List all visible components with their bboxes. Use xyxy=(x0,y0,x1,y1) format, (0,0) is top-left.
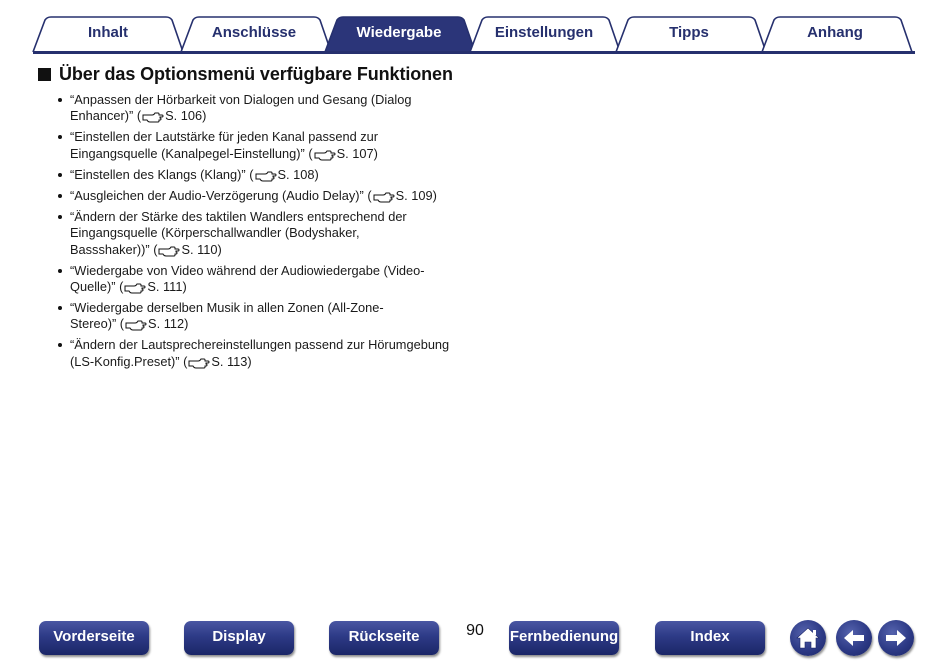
list-item-text: “Einstellen des Klangs (Klang)” ( xyxy=(70,166,254,182)
page-reference-text: S. 108 xyxy=(277,166,315,182)
pointing-hand-icon xyxy=(255,170,277,186)
nav-button-fernbedienung[interactable]: Fernbedienung xyxy=(509,621,619,655)
pointing-hand-icon xyxy=(142,111,164,127)
list-item xyxy=(55,337,475,373)
list-item-text: Eingangsquelle (Körperschallwandler (Bodyshaker, xyxy=(70,225,360,241)
list-item-text: Quelle)” ( xyxy=(70,279,124,295)
list-item-text: “Wiedergabe derselben Musik in allen Zonen (All-Zone- xyxy=(70,300,384,316)
page-reference-text: S. 112 xyxy=(148,316,185,332)
nav-button-vorderseite[interactable]: Vorderseite xyxy=(39,621,149,655)
list-item-text: “Anpassen der Hörbarkeit von Dialogen und Gesang (Dialog xyxy=(70,92,412,107)
arrow-left-icon xyxy=(836,620,872,656)
pointing-hand-icon xyxy=(158,245,180,261)
nav-button-index[interactable]: Index xyxy=(655,621,765,655)
list-item xyxy=(55,92,475,128)
page-reference-link[interactable] xyxy=(123,279,182,294)
closing-paren: ) xyxy=(217,241,222,257)
list-item-text: Enhancer)” ( xyxy=(70,108,142,124)
list-item xyxy=(55,188,475,207)
list-item xyxy=(55,209,475,261)
pointing-hand-icon xyxy=(124,282,146,298)
tab-anhang[interactable]: Anhang xyxy=(807,24,863,41)
list-item-text: Eingangsquelle (Kanalpegel-Einstellung)” ( xyxy=(70,145,313,161)
list-item-text: “Einstellen der Lautstärke für jeden Kanal passend zur xyxy=(70,129,379,145)
page-number: 90 xyxy=(466,622,484,639)
closing-paren: ) xyxy=(182,279,187,295)
page-reference-text: S. 110 xyxy=(181,241,218,257)
tab-tipps[interactable]: Tipps xyxy=(669,24,709,41)
closing-paren: ) xyxy=(432,187,437,203)
list-item-text: “Wiedergabe von Video während der Audiowiedergabe (Video- xyxy=(70,262,425,278)
closing-paren: ) xyxy=(314,166,319,182)
closing-paren: ) xyxy=(247,353,252,369)
page-reference-text: S. 113 xyxy=(211,353,248,369)
page-reference-text: S. 109 xyxy=(395,187,433,203)
closing-paren: ) xyxy=(184,316,189,332)
pointing-hand-icon xyxy=(373,191,395,207)
page-reference-text: S. 107 xyxy=(336,145,374,161)
home-icon xyxy=(790,620,826,656)
tab-einstellungen[interactable]: Einstellungen xyxy=(494,24,594,41)
list-item-text: (LS-Konfig.Preset)” ( xyxy=(70,353,188,369)
tab-anschluesse[interactable]: Anschlüsse xyxy=(211,24,297,41)
section-heading xyxy=(38,62,453,86)
list-item-text: Stereo)” ( xyxy=(70,316,125,332)
list-item-text: “Ändern der Lautsprechereinstellungen passend zur Hörumgebung xyxy=(70,337,450,353)
page-reference-link[interactable] xyxy=(372,188,433,203)
pointing-hand-icon xyxy=(314,149,336,165)
pointing-hand-icon xyxy=(188,357,210,373)
list-item-text: “Ändern der Stärke des taktilen Wandlers entsprechend der xyxy=(70,208,407,224)
nav-button-display[interactable]: Display xyxy=(184,621,294,655)
back-button[interactable] xyxy=(836,620,872,656)
tab-wiedergabe[interactable]: Wiedergabe xyxy=(356,24,442,41)
page-reference-link[interactable] xyxy=(313,146,374,161)
tab-bar xyxy=(0,0,950,56)
forward-button[interactable] xyxy=(878,620,914,656)
closing-paren: ) xyxy=(373,145,378,161)
home-button[interactable] xyxy=(790,620,826,656)
heading-square-icon xyxy=(38,68,51,81)
list-item xyxy=(55,300,475,336)
page-reference-link[interactable] xyxy=(187,354,247,369)
page-reference-text: S. 111 xyxy=(147,279,183,295)
page-reference-link[interactable] xyxy=(124,316,184,331)
tab-baseline xyxy=(33,51,915,54)
page-reference-text: S. 106 xyxy=(165,108,203,124)
list-item xyxy=(55,263,475,299)
nav-button-rueckseite[interactable]: Rückseite xyxy=(329,621,439,655)
arrow-right-icon xyxy=(878,620,914,656)
tab-inhalt[interactable]: Inhalt xyxy=(88,24,128,41)
list-item-text: Bassshaker))” ( xyxy=(70,241,158,257)
page-reference-link[interactable] xyxy=(254,167,315,182)
heading-text: Über das Optionsmenü verfügbare Funktionen xyxy=(59,63,453,84)
page-reference-link[interactable] xyxy=(141,108,202,123)
closing-paren: ) xyxy=(202,108,207,124)
list-item xyxy=(55,129,475,165)
function-list xyxy=(55,92,475,375)
page-reference-link[interactable] xyxy=(157,242,217,257)
list-item-text: “Ausgleichen der Audio-Verzögerung (Audio Delay)” ( xyxy=(70,187,372,203)
pointing-hand-icon xyxy=(125,319,147,335)
list-item xyxy=(55,167,475,186)
